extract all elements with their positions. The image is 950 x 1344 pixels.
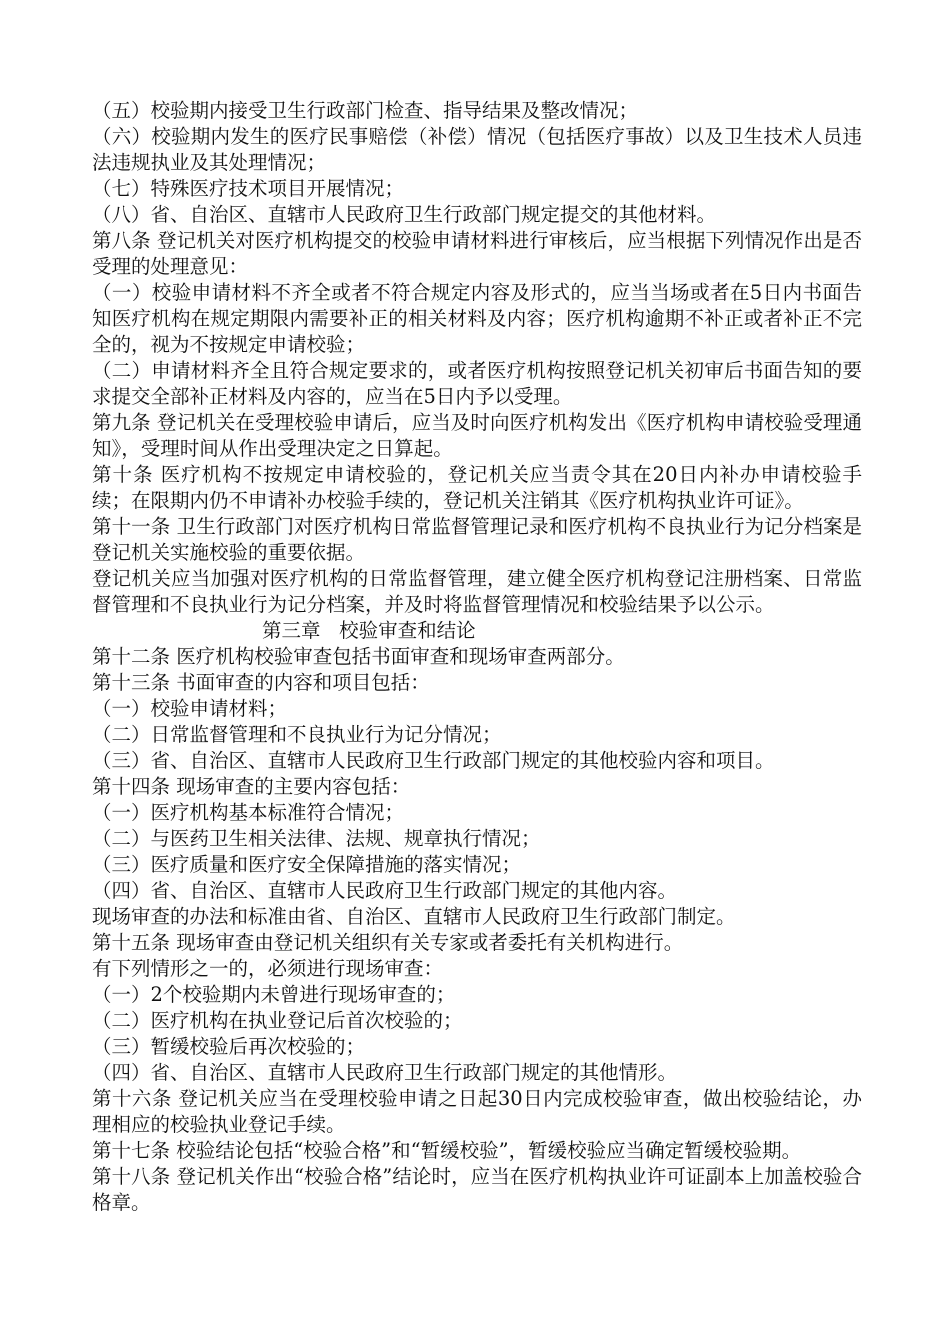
paragraph: 有下列情形之一的，必须进行现场审查： <box>92 957 444 980</box>
paragraph: 第十一条 卫生行政部门对医疗机构日常监督管理记录和医疗机构不良执业行为记分档案是登记机关实施校验的重要依据。 <box>92 515 862 564</box>
paragraph: （五）校验期内接受卫生行政部门检查、指导结果及整改情况； <box>92 99 639 122</box>
paragraph: 第十四条 现场审查的主要内容包括： <box>92 775 411 798</box>
paragraph: 第十三条 书面审查的内容和项目包括： <box>92 671 430 694</box>
paragraph: （二）申请材料齐全且符合规定要求的，或者医疗机构按照登记机关初审后书面告知的要求提交全部补正材料及内容的，应当在5日内予以受理。 <box>92 359 862 408</box>
paragraph: 第十六条 登记机关应当在受理校验申请之日起30日内完成校验审查，做出校验结论，办理相应的校验执业登记手续。 <box>92 1087 862 1136</box>
paragraph: （三）医疗质量和医疗安全保障措施的落实情况； <box>92 853 522 876</box>
paragraph: （六）校验期内发生的医疗民事赔偿（补偿）情况（包括医疗事故）以及卫生技术人员违法违规执业及其处理情况； <box>92 125 862 174</box>
paragraph: （二）医疗机构在执业登记后首次校验的； <box>92 1009 463 1032</box>
paragraph: 第九条 登记机关在受理校验申请后，应当及时向医疗机构发出《医疗机构申请校验受理通知》，受理时间从作出受理决定之日算起。 <box>92 411 862 460</box>
paragraph: （一）2个校验期内未曾进行现场审查的； <box>92 983 456 1006</box>
paragraph: （四）省、自治区、直辖市人民政府卫生行政部门规定的其他内容。 <box>92 879 678 902</box>
document-body <box>92 98 862 1216</box>
paragraph: 登记机关应当加强对医疗机构的日常监督管理，建立健全医疗机构登记注册档案、日常监督管理和不良执业行为记分档案，并及时将监督管理情况和校验结果予以公示。 <box>92 567 862 616</box>
paragraph: （七）特殊医疗技术项目开展情况； <box>92 177 405 200</box>
paragraph: 第十二条 医疗机构校验审查包括书面审查和现场审查两部分。 <box>92 645 625 668</box>
paragraph: 现场审查的办法和标准由省、自治区、直辖市人民政府卫生行政部门制定。 <box>92 905 736 928</box>
paragraph: 第十七条 校验结论包括“校验合格”和“暂缓校验”，暂缓校验应当确定暂缓校验期。 <box>92 1139 802 1162</box>
paragraph: （一）校验申请材料不齐全或者不符合规定内容及形式的，应当当场或者在5日内书面告知医疗机构在规定期限内需要补正的相关材料及内容；医疗机构逾期不补正或者补正不完全的，视为不按规定申请校验； <box>92 281 862 356</box>
paragraph: （三）暂缓校验后再次校验的； <box>92 1035 366 1058</box>
paragraph: 第八条 登记机关对医疗机构提交的校验申请材料进行审核后，应当根据下列情况作出是否受理的处理意见： <box>92 229 862 278</box>
paragraph: （一）医疗机构基本标准符合情况； <box>92 801 405 824</box>
paragraph: （二）与医药卫生相关法律、法规、规章执行情况； <box>92 827 541 850</box>
paragraph: 第十八条 登记机关作出“校验合格”结论时，应当在医疗机构执业许可证副本上加盖校验合格章。 <box>92 1165 862 1214</box>
chapter-heading: 第三章 校验审查和结论 <box>262 619 476 642</box>
paragraph: 第十条 医疗机构不按规定申请校验的，登记机关应当责令其在20日内补办申请校验手续；在限期内仍不申请补办校验手续的，登记机关注销其《医疗机构执业许可证》。 <box>92 463 862 512</box>
paragraph: （一）校验申请材料； <box>92 697 288 720</box>
paragraph: （八）省、自治区、直辖市人民政府卫生行政部门规定提交的其他材料。 <box>92 203 717 226</box>
paragraph: （三）省、自治区、直辖市人民政府卫生行政部门规定的其他校验内容和项目。 <box>92 749 775 772</box>
paragraph: （四）省、自治区、直辖市人民政府卫生行政部门规定的其他情形。 <box>92 1061 678 1084</box>
paragraph: 第十五条 现场审查由登记机关组织有关专家或者委托有关机构进行。 <box>92 931 684 954</box>
paragraph: （二）日常监督管理和不良执业行为记分情况； <box>92 723 502 746</box>
